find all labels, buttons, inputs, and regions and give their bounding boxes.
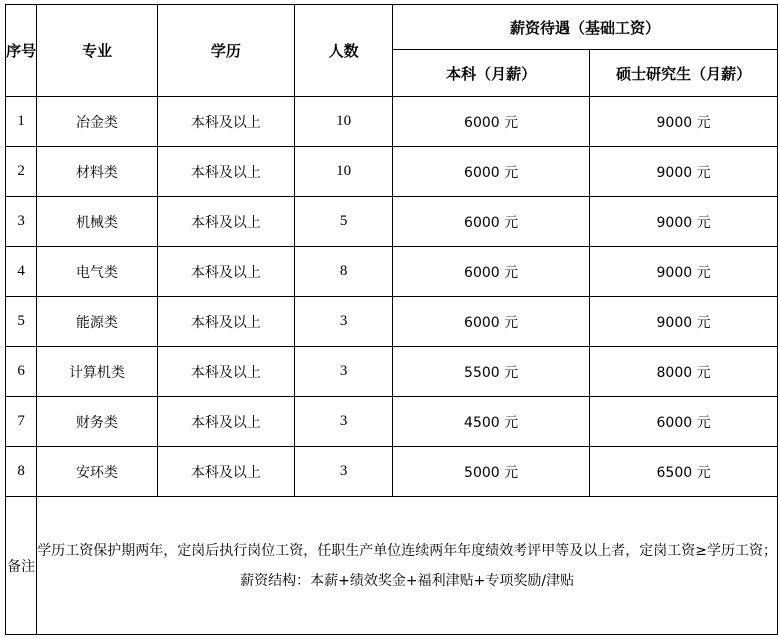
- cell-index: 3: [6, 197, 37, 247]
- cell-education: 本科及以上: [157, 197, 295, 247]
- table-row: [6, 397, 778, 447]
- cell-index: 6: [6, 347, 37, 397]
- table-row: [6, 197, 778, 247]
- cell-headcount: 3: [295, 397, 393, 447]
- cell-education: 本科及以上: [157, 347, 295, 397]
- cell-headcount: 5: [295, 197, 393, 247]
- header-major: 专业: [37, 5, 157, 97]
- cell-bachelor-salary: 6000 元: [393, 147, 590, 197]
- cell-headcount: 3: [295, 297, 393, 347]
- header-master: 硕士研究生（月薪）: [590, 50, 778, 97]
- cell-headcount: 10: [295, 147, 393, 197]
- table-row: [6, 147, 778, 197]
- header-index: 序号: [6, 5, 37, 97]
- cell-master-salary: 9000 元: [590, 147, 778, 197]
- cell-major: 财务类: [37, 397, 157, 447]
- cell-master-salary: 6500 元: [590, 447, 778, 497]
- note-text-structure: 薪资结构：本薪+绩效奖金+福利津贴+专项奖励/津贴: [240, 572, 575, 589]
- cell-master-salary: 9000 元: [590, 97, 778, 147]
- cell-education: 本科及以上: [157, 147, 295, 197]
- table-row: [6, 97, 778, 147]
- cell-index: 1: [6, 97, 37, 147]
- table-row: [6, 347, 778, 397]
- cell-headcount: 8: [295, 247, 393, 297]
- cell-bachelor-salary: 6000 元: [393, 197, 590, 247]
- cell-major: 安环类: [37, 447, 157, 497]
- cell-headcount: 10: [295, 97, 393, 147]
- cell-bachelor-salary: 6000 元: [393, 97, 590, 147]
- cell-major: 机械类: [37, 197, 157, 247]
- cell-index: 4: [6, 247, 37, 297]
- cell-master-salary: 6000 元: [590, 397, 778, 447]
- salary-table: [5, 4, 778, 635]
- cell-master-salary: 9000 元: [590, 197, 778, 247]
- cell-index: 2: [6, 147, 37, 197]
- cell-major: 冶金类: [37, 97, 157, 147]
- header-education: 学历: [157, 5, 295, 97]
- cell-master-salary: 9000 元: [590, 247, 778, 297]
- cell-bachelor-salary: 5500 元: [393, 347, 590, 397]
- cell-major: 计算机类: [37, 347, 157, 397]
- cell-education: 本科及以上: [157, 247, 295, 297]
- cell-index: 5: [6, 297, 37, 347]
- cell-education: 本科及以上: [157, 447, 295, 497]
- header-salary-group: 薪资待遇（基础工资）: [393, 5, 778, 50]
- cell-major: 能源类: [37, 297, 157, 347]
- cell-index: 7: [6, 397, 37, 447]
- cell-bachelor-salary: 6000 元: [393, 297, 590, 347]
- cell-education: 本科及以上: [157, 397, 295, 447]
- note-row: [6, 497, 778, 635]
- table-row: [6, 297, 778, 347]
- cell-master-salary: 8000 元: [590, 347, 778, 397]
- cell-major: 材料类: [37, 147, 157, 197]
- note-text-policy: 学历工资保护期两年，定岗后执行岗位工资，任职生产单位连续两年年度绩效考评甲等及以上者，定岗工资≥学历工资；: [37, 542, 777, 559]
- note-label: 备注: [6, 497, 37, 635]
- table-row: [6, 247, 778, 297]
- header-bachelor: 本科（月薪）: [393, 50, 590, 97]
- cell-index: 8: [6, 447, 37, 497]
- cell-master-salary: 9000 元: [590, 297, 778, 347]
- cell-bachelor-salary: 5000 元: [393, 447, 590, 497]
- cell-bachelor-salary: 6000 元: [393, 247, 590, 297]
- cell-bachelor-salary: 4500 元: [393, 397, 590, 447]
- header-headcount: 人数: [295, 5, 393, 97]
- cell-education: 本科及以上: [157, 97, 295, 147]
- table-row: [6, 447, 778, 497]
- header-row-1: [6, 5, 778, 50]
- cell-major: 电气类: [37, 247, 157, 297]
- cell-headcount: 3: [295, 447, 393, 497]
- cell-headcount: 3: [295, 347, 393, 397]
- cell-education: 本科及以上: [157, 297, 295, 347]
- note-content: [37, 497, 778, 635]
